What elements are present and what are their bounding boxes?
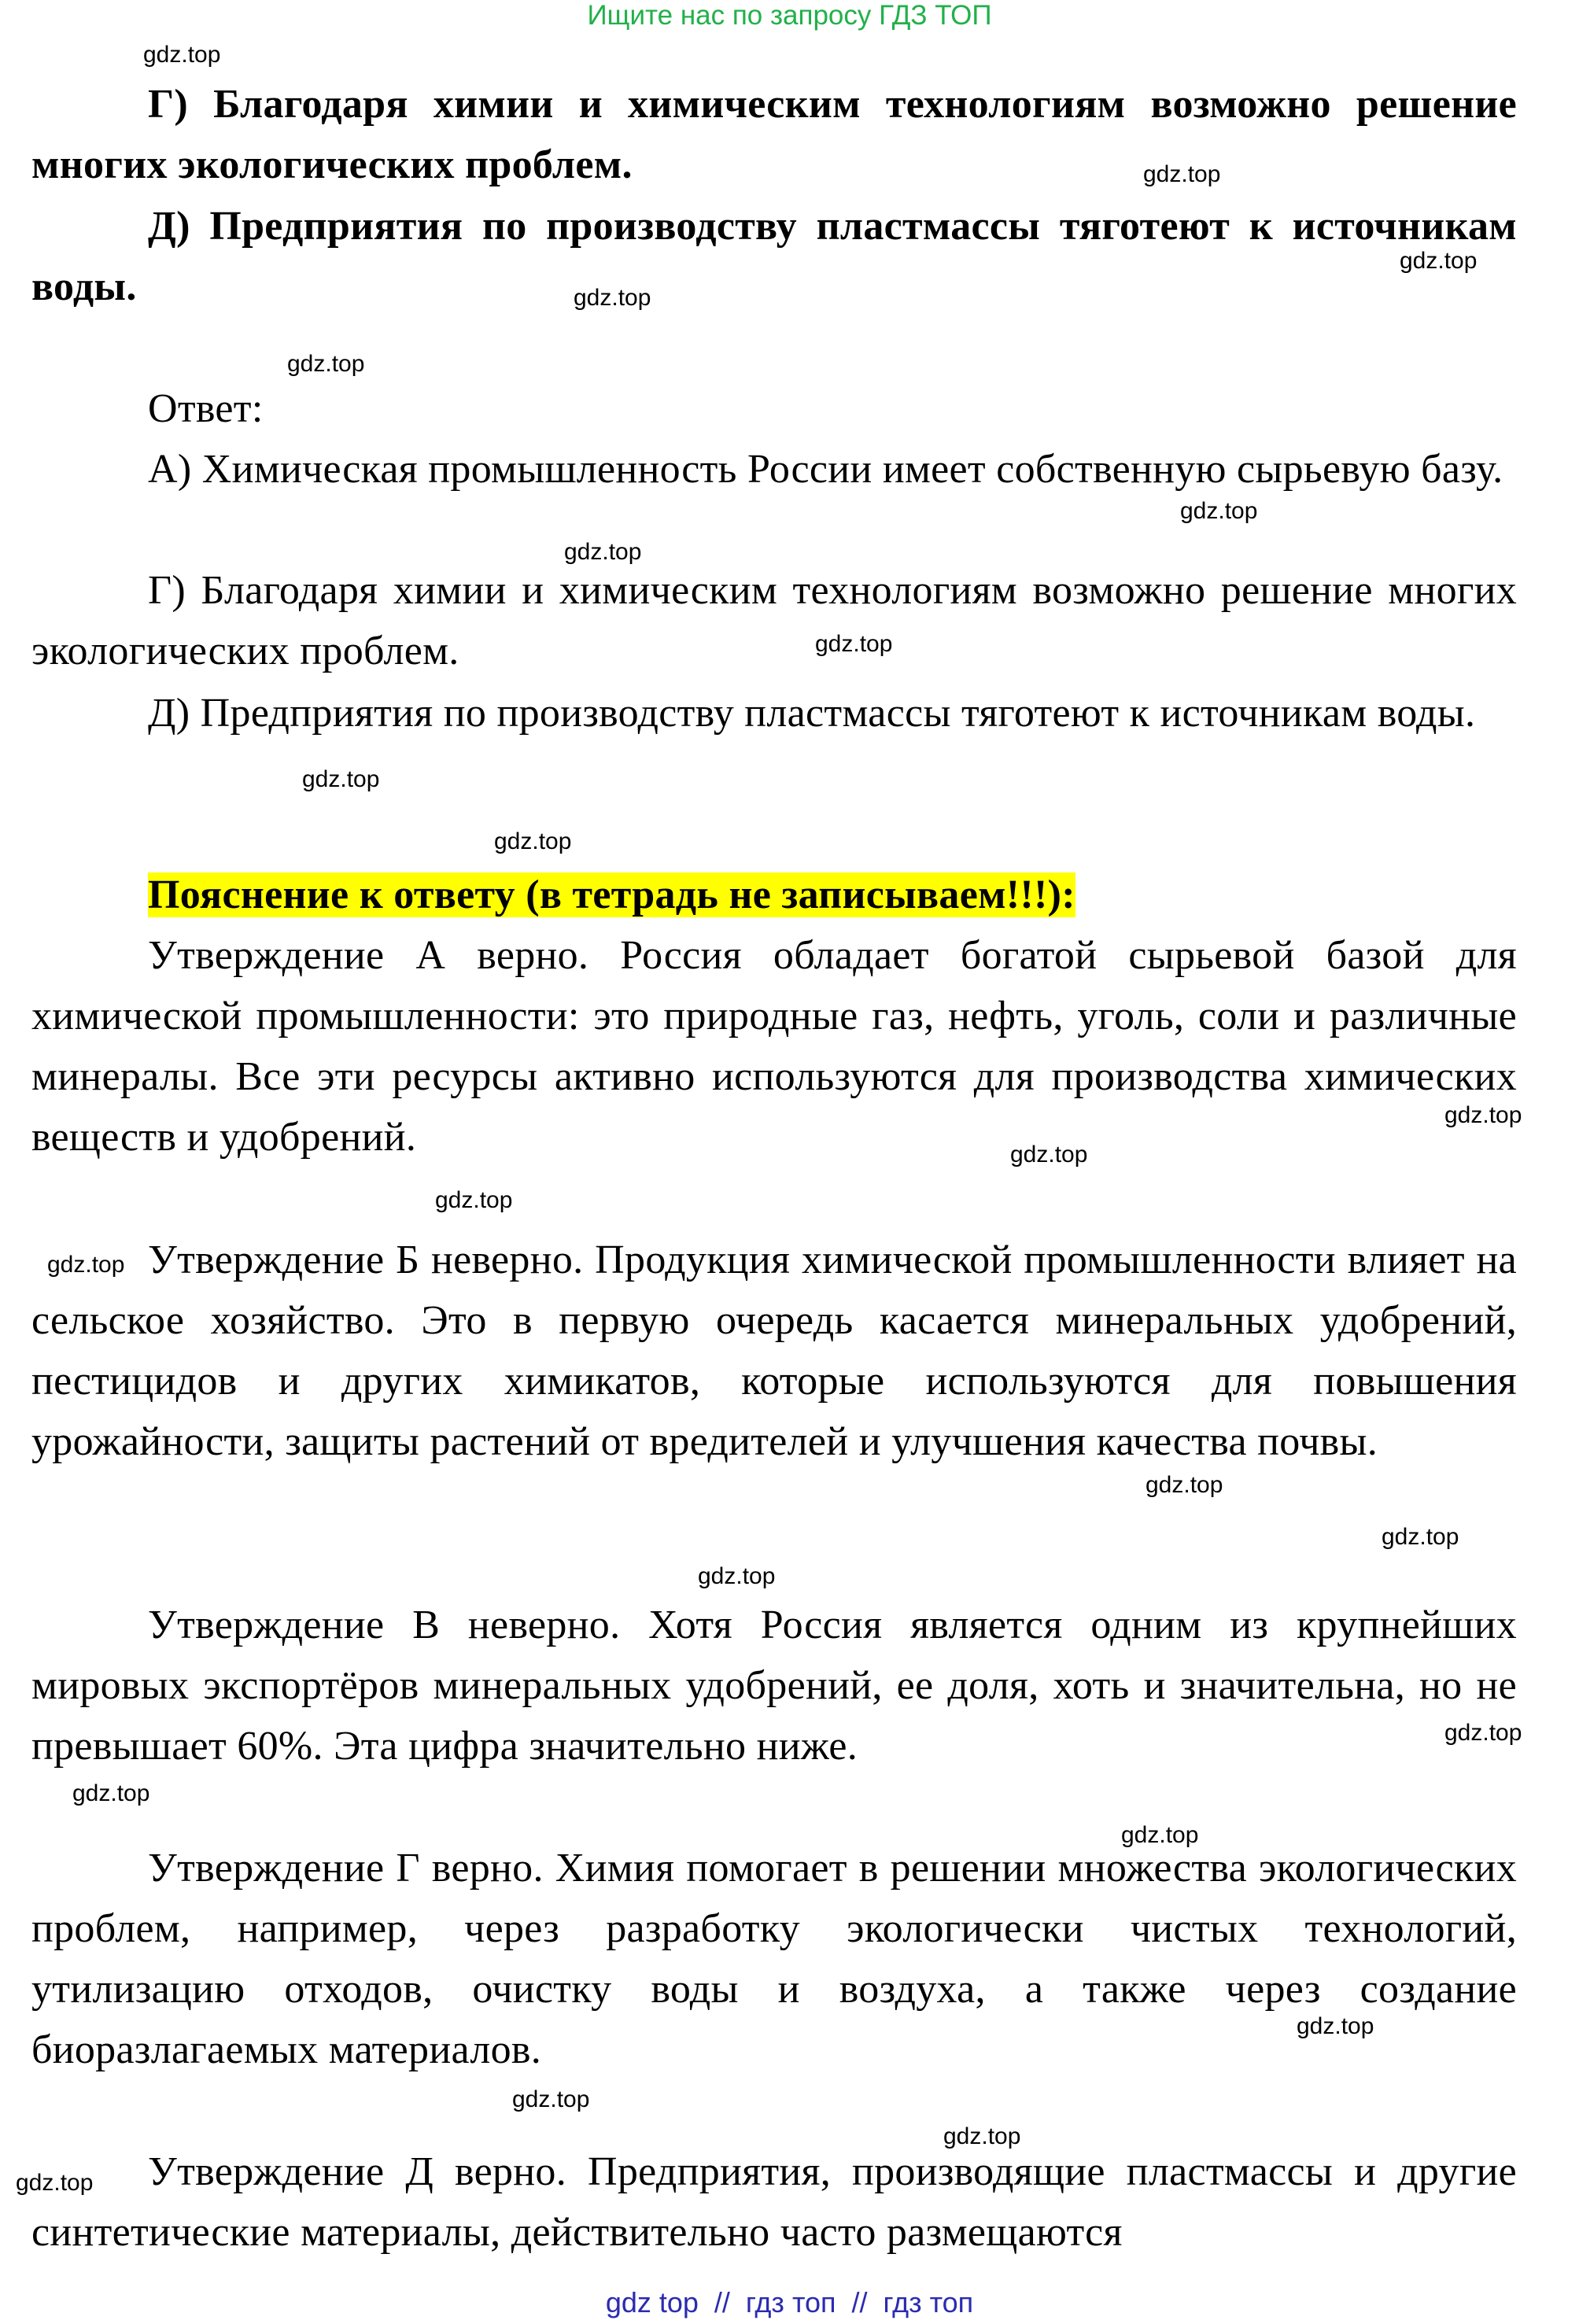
watermark: gdz.top [1400,248,1478,274]
watermark: gdz.top [72,1780,150,1806]
explanation-b: Утверждение Б неверно. Продукция химической промышленности влияет на сельское хозяйство. Это в первую очередь касается минеральных удобрений, пестицидов и других химикатов, которые используются для повышения урожайности, защиты растений от вредителей и улучшения качества почвы. [31,1238,1517,1464]
watermark: gdz.top [1010,1142,1088,1168]
watermark: gdz.top [943,2123,1021,2149]
watermark: gdz.top [815,631,893,657]
explanation-d: Утверждение Д верно. Предприятия, производящие пластмассы и другие синтетические материалы, действительно часто размещаются [31,2149,1517,2255]
watermark: gdz.top [564,539,642,565]
answer-label: Ответ: [148,386,264,431]
watermark: gdz.top [1146,1472,1223,1498]
watermark: gdz.top [512,2086,590,2112]
watermark: gdz.top [1143,161,1221,187]
watermark: gdz.top [143,42,221,68]
watermark: gdz.top [435,1187,513,1213]
watermark: gdz.top [16,2170,94,2196]
question-d: Д) Предприятия по производству пластмассы тяготеют к источникам воды. [31,204,1517,309]
bottom-banner: gdz top // гдз топ // гдз топ [605,2286,974,2318]
watermark: gdz.top [1121,1822,1199,1848]
explanation-v: Утверждение В неверно. Хотя Россия является одним из крупнейших мировых экспортёров минеральных удобрений, ее доля, хоть и значительна, но не превышает 60%. Эта цифра значительно ниже. [31,1603,1517,1769]
watermark: gdz.top [302,766,380,792]
answer-d: Д) Предприятия по производству пластмассы тяготеют к источникам воды. [148,691,1476,736]
explanation-a: Утверждение А верно. Россия обладает богатой сырьевой базой для химической промышленности: это природные газ, нефть, уголь, соли и различные минералы. Все эти ресурсы активно используются для производства химических веществ и удобрений. [31,933,1517,1160]
watermark: gdz.top [698,1563,776,1589]
explanation-g: Утверждение Г верно. Химия помогает в решении множества экологических проблем, например, через разработку экологически чистых технологий, утилизацию отходов, очистку воды и воздуха, а также через создание биоразлагаемых материалов. [31,1846,1517,2072]
watermark: gdz.top [494,828,572,854]
answer-g: Г) Благодаря химии и химическим технологиям возможно решение многих экологических проблем. [31,568,1517,673]
top-banner: Ищите нас по запросу ГДЗ ТОП [587,0,992,31]
explanation-heading-text: Пояснение к ответу (в тетрадь не записываем!!!): [148,872,1075,917]
watermark: gdz.top [1444,1102,1522,1128]
watermark: gdz.top [1180,498,1258,524]
watermark: gdz.top [1382,1524,1459,1550]
watermark: gdz.top [287,351,365,377]
answer-a: А) Химическая промышленность России имеет собственную сырьевую базу. [148,447,1503,492]
watermark: gdz.top [47,1252,125,1278]
question-g: Г) Благодаря химии и химическим технологиям возможно решение многих экологических проблем. [31,82,1517,187]
watermark: gdz.top [1444,1720,1522,1746]
watermark: gdz.top [574,285,651,311]
watermark: gdz.top [1297,2013,1374,2039]
explanation-heading [31,865,1517,925]
